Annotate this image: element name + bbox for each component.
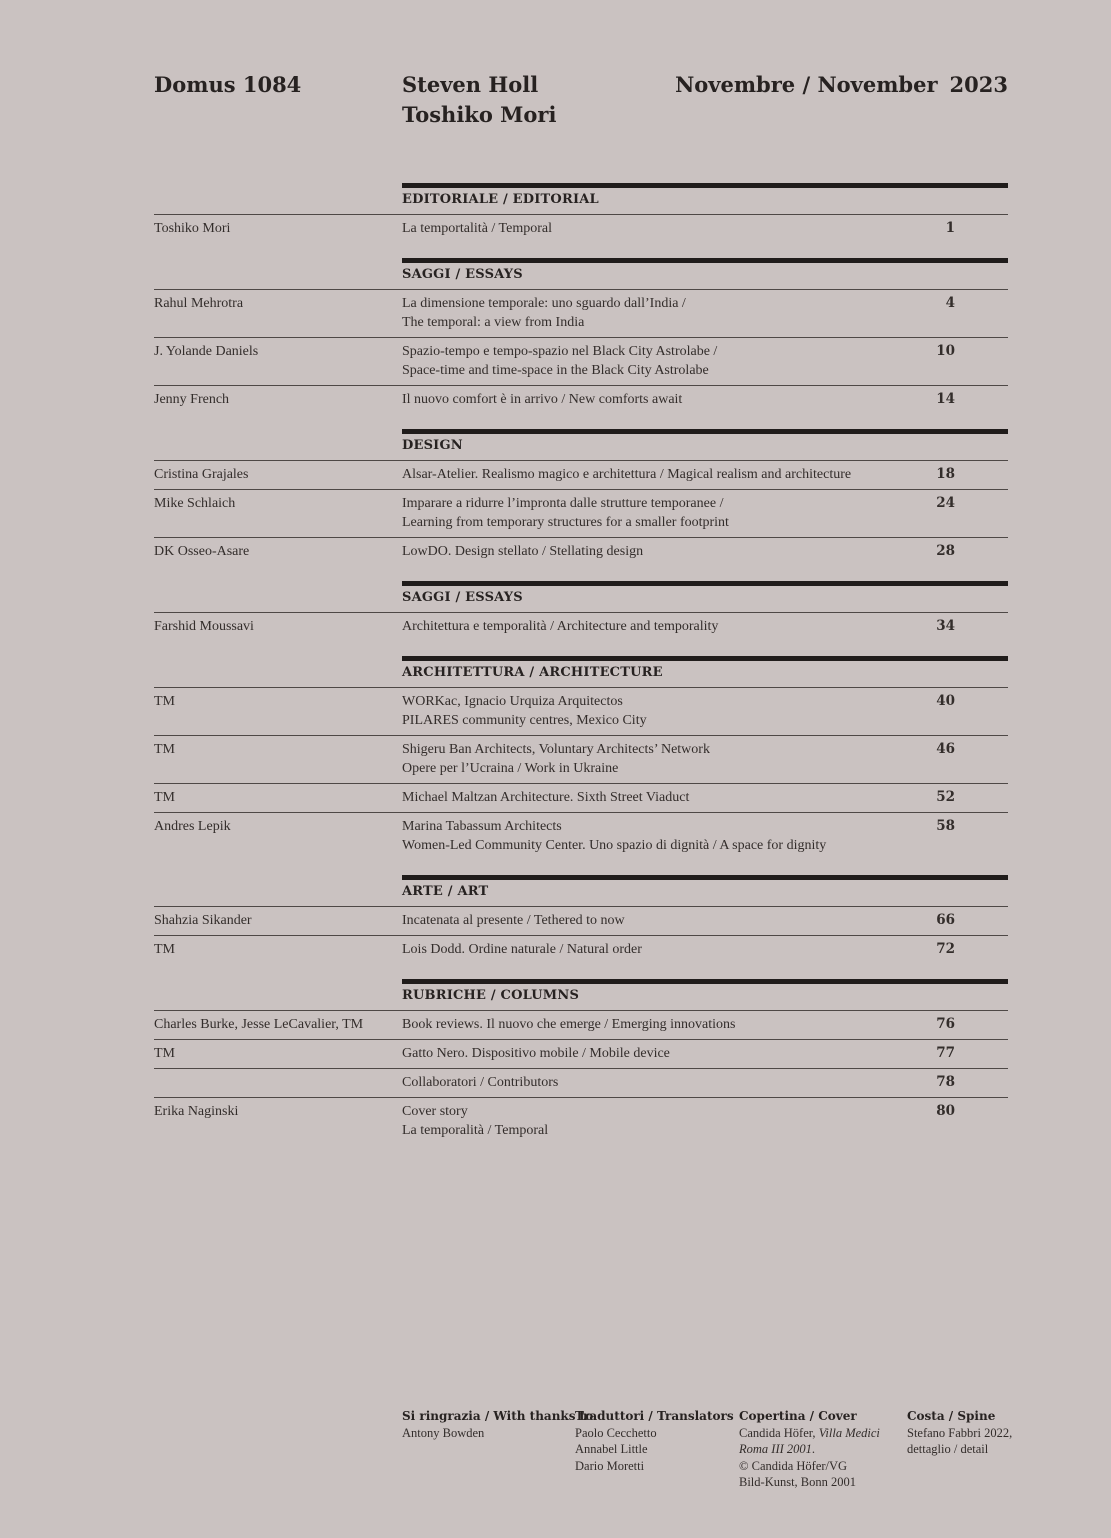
section-title: SAGGI / ESSAYS <box>402 267 523 282</box>
toc-title-line: Lois Dodd. Ordine naturale / Natural order <box>402 942 642 957</box>
toc-page-number: 10 <box>936 343 955 359</box>
toc-section <box>154 656 1008 860</box>
toc-title-line: Imparare a ridurre l’impronta dalle strutture temporanee / <box>402 496 724 511</box>
toc-title <box>402 494 1008 532</box>
toc-title <box>402 788 1008 807</box>
toc-title <box>402 740 1008 778</box>
toc-row <box>154 783 1008 812</box>
issue-title: Domus 1084 <box>154 72 302 97</box>
toc-row <box>154 337 1008 385</box>
toc-title-line: The temporal: a view from India <box>402 315 585 330</box>
section-title: RUBRICHE / COLUMNS <box>402 988 580 1003</box>
toc-row <box>154 812 1008 860</box>
toc-title-line: Incatenata al presente / Tethered to now <box>402 913 625 928</box>
toc-title <box>402 692 1008 730</box>
toc-page-number: 1 <box>945 220 955 236</box>
toc-title-line: Alsar-Atelier. Realismo magico e architettura / Magical realism and architecture <box>402 467 852 482</box>
toc-title <box>402 617 1008 636</box>
toc-author: Charles Burke, Jesse LeCavalier, TM <box>154 1017 364 1032</box>
credit-text: Stefano Fabbri 2022, <box>907 1425 1013 1440</box>
credit-text: . <box>811 1442 816 1456</box>
credit-text: Roma III 2001 <box>739 1442 812 1456</box>
toc-page-number: 40 <box>936 693 955 709</box>
credit-text: Paolo Cecchetto <box>575 1425 657 1440</box>
toc-page-number: 18 <box>936 466 955 482</box>
toc-author: Jenny French <box>154 392 230 407</box>
toc-row <box>154 1039 1008 1068</box>
section-title: ARTE / ART <box>402 884 489 899</box>
toc-title-line: Spazio-tempo e tempo-spazio nel Black City Astrolabe / <box>402 344 718 359</box>
toc-row <box>154 537 1008 566</box>
toc-section <box>154 581 1008 641</box>
credit-text: Bild-Kunst, Bonn 2001 <box>739 1475 857 1489</box>
credit-heading: Costa / Spine <box>907 1409 996 1423</box>
toc-page-number: 24 <box>936 495 955 511</box>
credit-line <box>575 1425 734 1442</box>
toc-row <box>154 1010 1008 1039</box>
credit-text: Candida Höfer, <box>739 1425 819 1440</box>
toc-row <box>154 935 1008 964</box>
section-title: ARCHITETTURA / ARCHITECTURE <box>402 665 663 680</box>
credit-line <box>402 1425 593 1442</box>
credit-text: dettaglio / detail <box>907 1442 989 1456</box>
toc-title-line: Book reviews. Il nuovo che emerge / Emerging innovations <box>402 1017 736 1032</box>
toc-author: TM <box>154 942 175 957</box>
toc-row <box>154 687 1008 735</box>
toc-row <box>154 214 1008 243</box>
credit-line <box>739 1458 880 1475</box>
table-of-contents <box>154 183 1008 1145</box>
toc-author: DK Osseo-Asare <box>154 544 250 559</box>
toc-row <box>154 385 1008 414</box>
credit-column <box>575 1408 734 1474</box>
toc-page-number: 58 <box>936 818 955 834</box>
toc-title-line: Gatto Nero. Dispositivo mobile / Mobile device <box>402 1046 670 1061</box>
credit-heading: Copertina / Cover <box>739 1409 857 1423</box>
toc-page-number: 80 <box>936 1103 955 1119</box>
toc-title-line: Learning from temporary structures for a smaller footprint <box>402 515 729 530</box>
toc-author: Toshiko Mori <box>154 221 231 236</box>
toc-author: TM <box>154 694 175 709</box>
toc-author: TM <box>154 1046 175 1061</box>
toc-title-line: Marina Tabassum Architects <box>402 819 562 834</box>
toc-author: Erika Naginski <box>154 1104 239 1119</box>
toc-section <box>154 979 1008 1145</box>
toc-page-number: 34 <box>936 618 955 634</box>
toc-title <box>402 294 1008 332</box>
toc-title <box>402 817 1008 855</box>
issue-year: 2023 <box>949 72 1008 97</box>
toc-author: Cristina Grajales <box>154 467 249 482</box>
toc-title <box>402 1015 1008 1034</box>
credit-line <box>575 1441 734 1458</box>
toc-author: Mike Schlaich <box>154 496 236 511</box>
section-title: SAGGI / ESSAYS <box>402 590 523 605</box>
masthead <box>154 70 1008 130</box>
toc-section <box>154 258 1008 414</box>
toc-page-number: 52 <box>936 789 955 805</box>
credit-line <box>739 1441 880 1458</box>
credit-line <box>907 1425 1012 1442</box>
toc-page-number: 46 <box>936 741 955 757</box>
toc-title-line: Collaboratori / Contributors <box>402 1075 559 1090</box>
toc-row <box>154 1068 1008 1097</box>
toc-author: TM <box>154 790 175 805</box>
toc-title <box>402 1102 1008 1140</box>
credit-text: © Candida Höfer/VG <box>739 1458 848 1473</box>
toc-title-line: WORKac, Ignacio Urquiza Arquitectos <box>402 694 623 709</box>
toc-title-line: Women-Led Community Center. Uno spazio di dignità / A space for dignity <box>402 838 827 853</box>
credit-line <box>739 1474 880 1491</box>
toc-title-line: Il nuovo comfort è in arrivo / New comforts await <box>402 392 683 407</box>
toc-section <box>154 429 1008 566</box>
credits-footer <box>0 1408 1111 1518</box>
toc-title <box>402 342 1008 380</box>
toc-page-number: 4 <box>945 295 955 311</box>
toc-author: TM <box>154 742 175 757</box>
toc-title-line: Space-time and time-space in the Black City Astrolabe <box>402 363 709 378</box>
toc-title <box>402 219 1008 238</box>
toc-section <box>154 183 1008 243</box>
credit-text: Dario Moretti <box>575 1458 645 1473</box>
guest-editor-2: Toshiko Mori <box>402 102 557 127</box>
toc-title <box>402 911 1008 930</box>
toc-page-number: 76 <box>936 1016 955 1032</box>
toc-title <box>402 390 1008 409</box>
toc-row <box>154 289 1008 337</box>
toc-title-line: Cover story <box>402 1104 468 1119</box>
credit-column <box>402 1408 593 1441</box>
toc-row <box>154 489 1008 537</box>
toc-section <box>154 875 1008 964</box>
toc-author: Andres Lepik <box>154 819 231 834</box>
credit-text: Annabel Little <box>575 1442 648 1456</box>
toc-page-number: 78 <box>936 1074 955 1090</box>
toc-title-line: La temporalità / Temporal <box>402 1123 549 1138</box>
issue-month: Novembre / November <box>675 72 938 97</box>
toc-title-line: Shigeru Ban Architects, Voluntary Architects’ Network <box>402 742 710 757</box>
guest-editors <box>402 70 675 130</box>
toc-title-line: LowDO. Design stellato / Stellating design <box>402 544 644 559</box>
toc-page-number: 77 <box>936 1045 955 1061</box>
toc-title-line: Michael Maltzan Architecture. Sixth Street Viaduct <box>402 790 690 805</box>
toc-title <box>402 1044 1008 1063</box>
toc-title-line: Architettura e temporalità / Architecture and temporality <box>402 619 719 634</box>
toc-row <box>154 735 1008 783</box>
toc-page-number: 66 <box>936 912 955 928</box>
toc-row <box>154 906 1008 935</box>
credit-column <box>907 1408 1012 1458</box>
toc-title-line: La dimensione temporale: uno sguardo dall’India / <box>402 296 686 311</box>
toc-row <box>154 460 1008 489</box>
toc-author: Shahzia Sikander <box>154 913 252 928</box>
toc-title-line: PILARES community centres, Mexico City <box>402 713 647 728</box>
credit-text: Antony Bowden <box>402 1425 485 1440</box>
toc-page-number: 72 <box>936 941 955 957</box>
credit-column <box>739 1408 880 1491</box>
guest-editor-1: Steven Holl <box>402 72 539 97</box>
toc-author <box>154 1073 402 1092</box>
toc-title <box>402 1073 1008 1092</box>
toc-title <box>402 940 1008 959</box>
toc-row <box>154 612 1008 641</box>
toc-page-number: 28 <box>936 543 955 559</box>
credit-line <box>739 1425 880 1442</box>
toc-title-line: Opere per l’Ucraina / Work in Ukraine <box>402 761 619 776</box>
credit-line <box>907 1441 1012 1458</box>
section-title: EDITORIALE / EDITORIAL <box>402 192 599 207</box>
section-title: DESIGN <box>402 438 463 453</box>
credit-heading: Si ringrazia / With thanks to <box>402 1409 594 1423</box>
toc-author: Rahul Mehrotra <box>154 296 244 311</box>
credit-line <box>575 1458 734 1475</box>
credit-text: Villa Medici <box>818 1425 880 1440</box>
toc-title <box>402 465 1008 484</box>
toc-title <box>402 542 1008 561</box>
toc-page-number: 14 <box>936 391 955 407</box>
credit-heading: Traduttori / Translators <box>575 1409 734 1423</box>
toc-row <box>154 1097 1008 1145</box>
toc-title-line: La temportalità / Temporal <box>402 221 552 236</box>
issue-date <box>675 70 1008 130</box>
toc-author: Farshid Moussavi <box>154 619 254 634</box>
toc-author: J. Yolande Daniels <box>154 344 259 359</box>
